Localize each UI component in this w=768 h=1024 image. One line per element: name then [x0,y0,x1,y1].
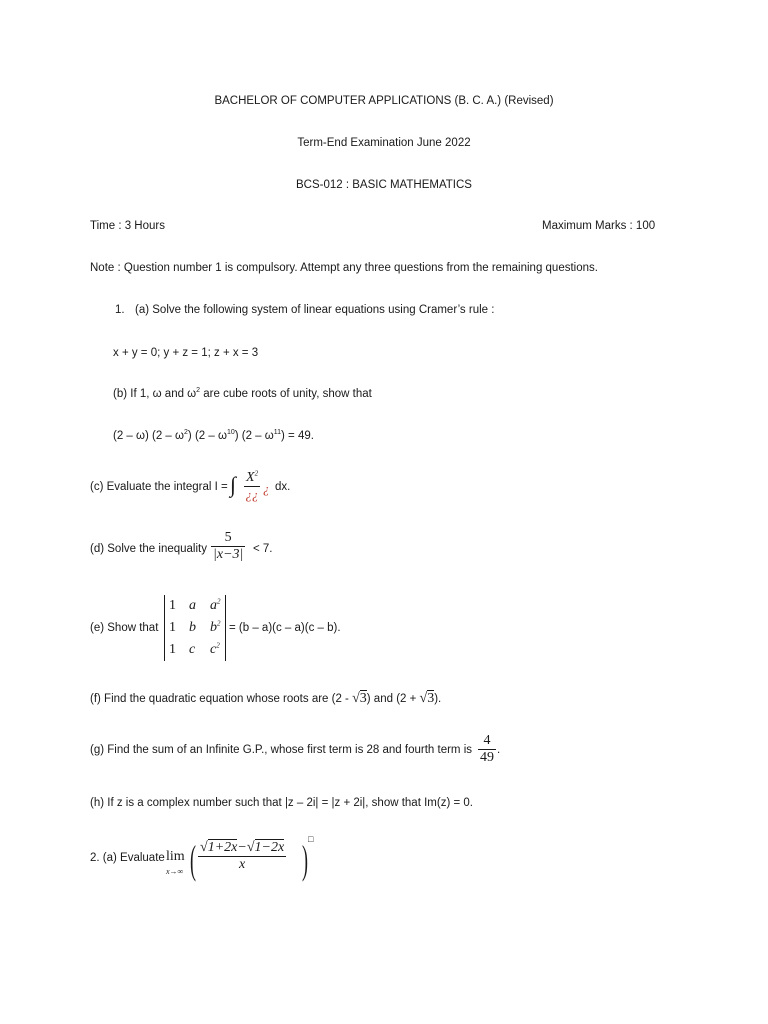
lim-label: lim [166,849,185,864]
q1f-text: (f) Find the quadratic equation whose roots are (2 - √3) and (2 + √3). [90,691,442,706]
q1e-prefix: (e) Show that [90,622,159,634]
q1h-text: (h) If z is a complex number such that |z – 2i| = |z + 2i|, show that Im(z) = 0. [90,797,473,809]
q2a-prefix: 2. (a) Evaluate [90,852,165,864]
programme-title: BACHELOR OF COMPUTER APPLICATIONS (B. C. A.) (Revised) [214,95,554,107]
det-cell: 1 [169,598,176,613]
exam-title: Term-End Examination June 2022 [297,137,471,149]
left-paren: ( [190,837,196,882]
q1g-fraction: $\frac{4}{49}$ [480,733,494,765]
q1c-suffix: dx. [275,481,291,493]
q1g-prefix: (g) Find the sum of an Infinite G.P., whose first term is 28 and fourth term is [90,744,473,756]
integral-sign: ∫ [230,472,237,497]
sqrt-symbol: √3 [352,691,367,706]
det-cell: 1 [169,620,176,635]
q2a-fraction: $\frac{√1+2x-√1-2x}{x}$ [200,840,285,872]
q1d-prefix: (d) Solve the inequality [90,543,207,555]
det-cell: c [189,642,196,657]
q1d-suffix: < 7. [253,543,273,555]
q1a-equations: x + y = 0; y + z = 1; z + x = 3 [113,347,259,359]
q1c-prefix: (c) Evaluate the integral I = [90,481,228,493]
q1c-fraction: $\frac{X^2}{¿¿}$ [245,469,259,502]
q1b-text: (b) If 1, ω and $\omega^2$ are cube roots of unity, show that [113,387,372,400]
q1g-suffix: . [497,744,501,756]
det-cell: $c^2$ [210,641,220,657]
time-label: Time : 3 Hours [90,220,165,232]
det-cell: $b^2$ [210,619,221,635]
exam-note: Note : Question number 1 is compulsory. Attempt any three questions from the remaining questions. [90,262,598,274]
q1-number: 1. [115,304,125,316]
max-marks-label: Maximum Marks : 100 [542,220,656,232]
q1c-placeholder: ¿ [263,481,270,496]
placeholder-box: □ [308,834,314,844]
course-title: BCS-012 : BASIC MATHEMATICS [296,179,472,191]
det-cell: $a^2$ [210,597,221,613]
lim-subscript: x→∞ [166,867,184,876]
q1d-fraction: $\frac{5}{|x-3|}$ [213,530,244,562]
det-cell: 1 [169,642,176,657]
sqrt-symbol: √3 [419,691,435,706]
q1b-equation: (2 – ω) $(2 - \omega^2)$ $(2 - \omega^{10})$ $(2 - \omega^{11}) = 49$. [113,429,314,442]
q1a-text: (a) Solve the following system of linear equations using Cramer’s rule : [135,304,495,316]
determinant [164,595,226,661]
q1e-suffix: = (b – a)(c – a)(c – b). [229,622,341,634]
det-cell: a [189,598,196,613]
right-paren: ) [302,837,308,882]
det-cell: b [189,620,196,635]
